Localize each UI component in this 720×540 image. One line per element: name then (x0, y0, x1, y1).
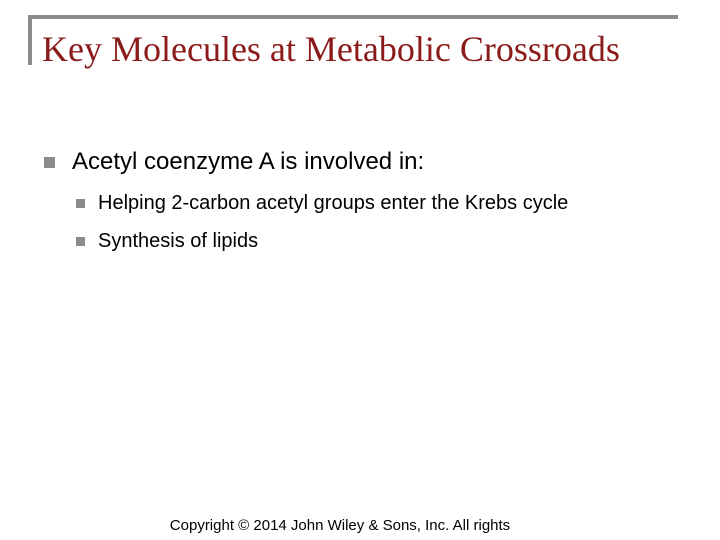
bullet-list (42, 146, 682, 267)
sub-bullet-text: Helping 2-carbon acetyl groups enter the Krebs cycle (98, 192, 569, 214)
sub-bullet-text: Synthesis of lipids (98, 230, 259, 252)
title-accent-line-top (28, 15, 678, 19)
sub-bullet-list (72, 191, 682, 254)
footer (0, 516, 680, 536)
square-bullet-icon (76, 237, 85, 246)
square-bullet-icon (44, 157, 55, 168)
bullet-text: Acetyl coenzyme A is involved in: (72, 148, 425, 175)
square-bullet-icon (76, 199, 85, 208)
bullet-item (42, 146, 682, 254)
copyright-text: Copyright © 2014 John Wiley & Sons, Inc. All rights (169, 517, 511, 534)
slide-title: Key Molecules at Metabolic Crossroads (42, 29, 620, 69)
title-accent-line-left (28, 15, 32, 65)
sub-bullet-item (72, 229, 638, 254)
sub-bullet-item (72, 191, 638, 216)
